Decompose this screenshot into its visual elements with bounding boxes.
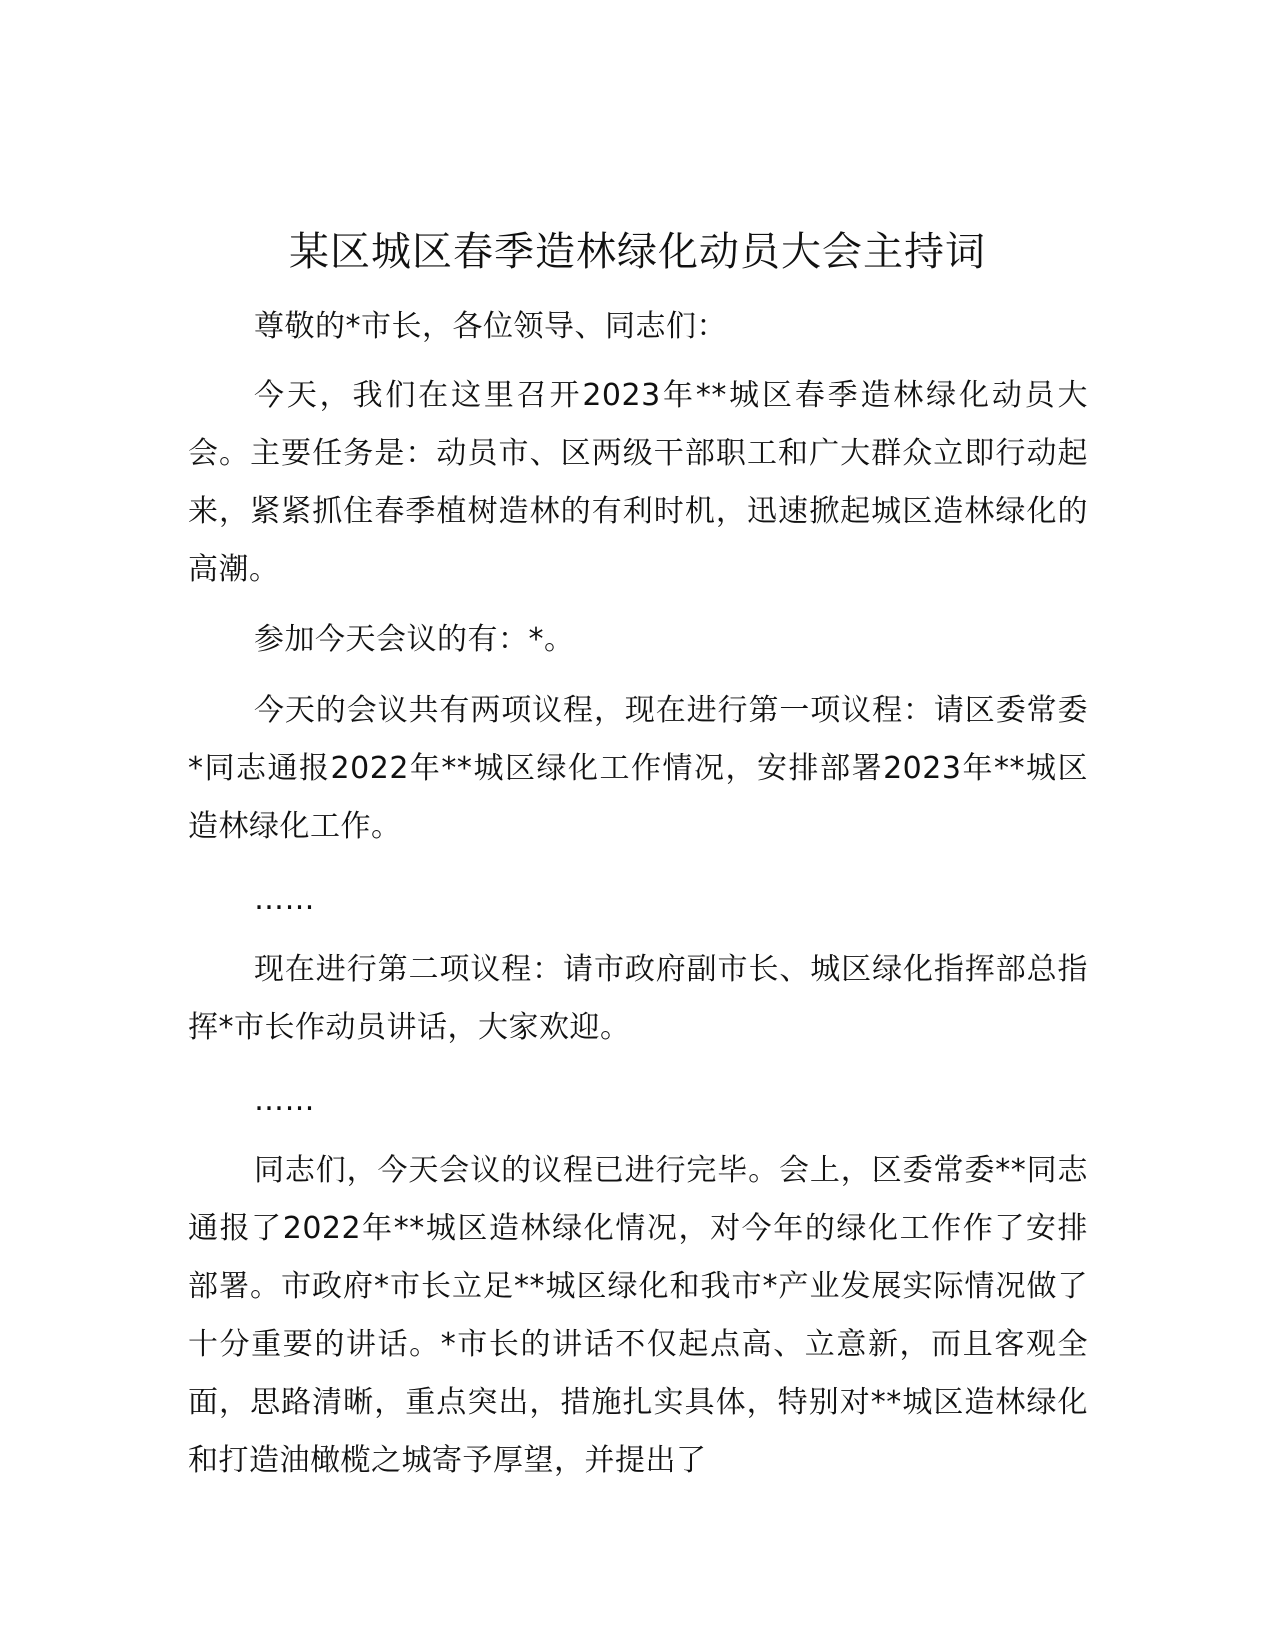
ellipsis-one: …… xyxy=(254,882,315,917)
attendees-paragraph: 参加今天会议的有：*。 xyxy=(254,622,575,657)
intro-paragraph: 今天，我们在这里召开2023年**城区春季造林绿化动员大会。主要任务是：动员市、区两级干部职工和广大群众立即行动起来，紧紧抓住春季植树造林的有利时机，迅速掀起城区造林绿化的高潮。 xyxy=(188,378,1088,587)
agenda-one-paragraph: 今天的会议共有两项议程，现在进行第一项议程：请区委常委*同志通报2022年**城区绿化工作情况，安排部署2023年**城区造林绿化工作。 xyxy=(188,693,1088,844)
ellipsis-two: …… xyxy=(254,1083,315,1118)
closing-paragraph: 同志们，今天会议的议程已进行完毕。会上，区委常委**同志通报了2022年**城区造林绿化情况，对今年的绿化工作作了安排部署。市政府*市长立足**城区绿化和我市*产业发展实际情况做了十分重要的讲话。*市长的讲话不仅起点高、立意新，而且客观全面，思路清晰，重点突出，措施扎实具体，特别对**城区造林绿化和打造油橄榄之城寄予厚望，并提出了 xyxy=(188,1153,1088,1478)
salutation-paragraph: 尊敬的*市长，各位领导、同志们： xyxy=(254,309,727,344)
document-title: 某区城区春季造林绿化动员大会主持词 xyxy=(289,229,986,275)
agenda-two-paragraph: 现在进行第二项议程：请市政府副市长、城区绿化指挥部总指挥*市长作动员讲话，大家欢迎。 xyxy=(188,952,1088,1045)
